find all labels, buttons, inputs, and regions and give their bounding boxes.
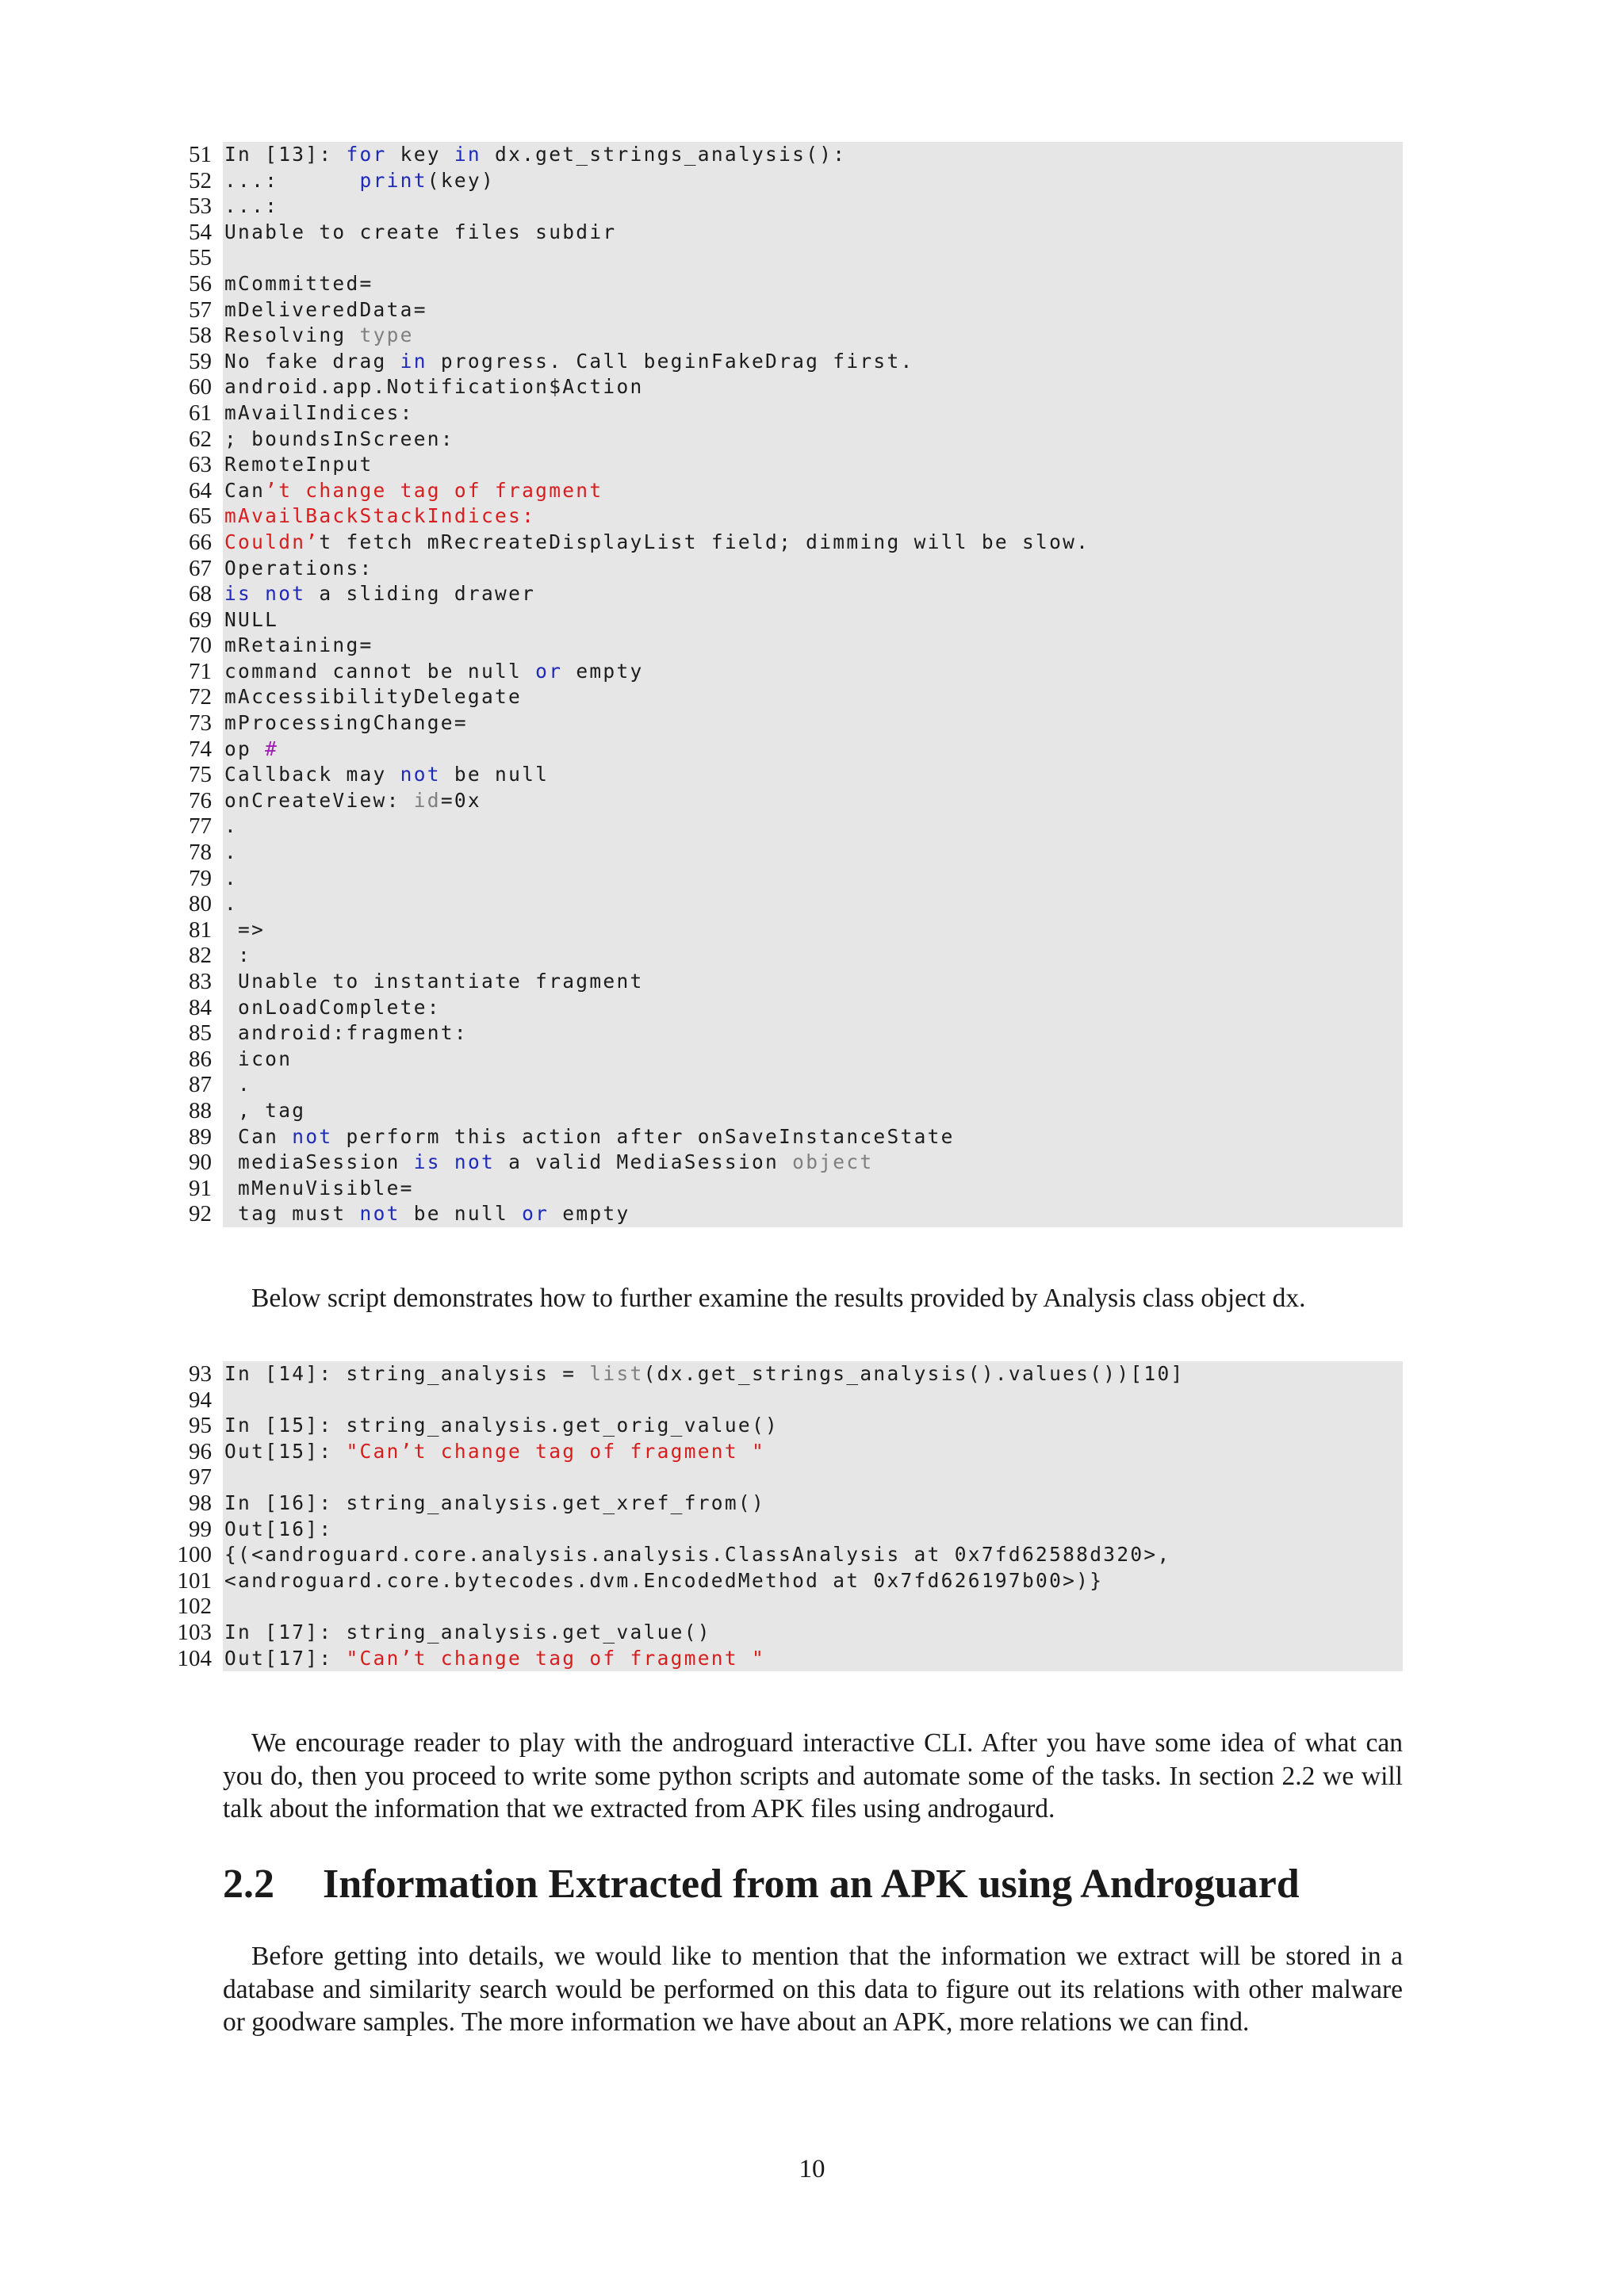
code-line	[189, 270, 1403, 297]
line-number: 62	[189, 426, 212, 452]
code-token: "Can’t change tag of fragment "	[346, 1646, 766, 1670]
code-token: is	[224, 582, 252, 606]
code-token: Can	[224, 1124, 293, 1148]
line-number: 85	[189, 1020, 212, 1047]
code-token: In [14]: string_analysis =	[224, 1362, 590, 1385]
code-token: op	[224, 737, 266, 760]
paragraph-database-intro: Before getting into details, we would like to mention that the information we extract will be stored in a database and similarity search would be performed on this data to figure out its relations with other malware or goodware samples. The more information we have about an APK, more relations we can find.	[223, 1942, 1403, 2037]
code-line	[189, 503, 1403, 530]
code-token: object	[792, 1150, 874, 1174]
code-token: Operations:	[224, 556, 373, 580]
line-number: 82	[189, 943, 212, 969]
code-line	[189, 1123, 1403, 1150]
paragraph-androguard-cli: We encourage reader to play with the androguard interactive CLI. After you have some idea of what can you do, then you proceed to write some python scripts and automate some of the tasks. In section 2.2 we will talk about the information that we extracted from APK files using androgaurd.	[223, 1728, 1403, 1823]
code-token: #	[265, 737, 279, 760]
code-token: Unable to create files subdir	[224, 220, 617, 243]
code-line	[189, 219, 1403, 246]
code-token: In [16]: string_analysis.get_xref_from()	[224, 1490, 766, 1514]
code-line	[189, 943, 1403, 969]
code-token: .	[224, 840, 239, 864]
line-number: 67	[189, 555, 212, 581]
code-line	[189, 840, 1403, 866]
code-line	[189, 555, 1403, 582]
code-line	[189, 374, 1403, 400]
code-line	[189, 1361, 1403, 1387]
code-token: =0x	[440, 788, 481, 812]
code-line	[189, 297, 1403, 323]
code-token: not	[359, 1202, 400, 1226]
section-heading	[223, 1860, 1412, 1909]
code-token: (key)	[427, 168, 496, 192]
line-number: 58	[189, 323, 212, 349]
code-token: empty	[562, 659, 644, 683]
code-line	[189, 607, 1403, 633]
code-token: No fake drag	[224, 349, 400, 373]
line-number: 101	[177, 1567, 212, 1594]
code-token: .	[224, 866, 239, 890]
code-token: be null	[400, 1202, 523, 1226]
code-line	[189, 1464, 1403, 1490]
code-token: be null	[440, 763, 550, 786]
line-number: 90	[189, 1150, 212, 1176]
code-token: or	[535, 659, 563, 683]
code-token: a sliding drawer	[305, 582, 536, 606]
line-number: 76	[189, 787, 212, 813]
code-token: mDeliveredData=	[224, 297, 427, 321]
code-line	[189, 1072, 1403, 1098]
line-number: 92	[189, 1201, 212, 1227]
line-number: 51	[189, 142, 212, 167]
code-token: RemoteInput	[224, 453, 373, 476]
code-token: ...:	[224, 194, 279, 218]
line-number: 68	[189, 581, 212, 607]
line-number: 53	[189, 193, 212, 220]
code-line	[189, 426, 1403, 453]
code-token: In [13]:	[224, 143, 347, 166]
code-token: =>	[224, 917, 266, 941]
code-token: .	[224, 892, 239, 916]
code-token: mAvailIndices:	[224, 400, 414, 424]
code-token: mProcessingChange=	[224, 711, 468, 735]
line-number: 86	[189, 1046, 212, 1072]
code-token: is	[413, 1150, 441, 1174]
code-line	[189, 684, 1403, 710]
code-token: ; boundsInScreen:	[224, 427, 454, 450]
line-number: 74	[189, 736, 212, 762]
line-number: 57	[189, 297, 212, 323]
code-token: id	[413, 788, 441, 812]
code-line	[189, 891, 1403, 917]
code-line	[189, 1150, 1403, 1176]
line-number: 61	[189, 400, 212, 426]
line-number: 72	[189, 684, 212, 710]
code-token: In [17]: string_analysis.get_value()	[224, 1620, 711, 1644]
line-number: 78	[189, 840, 212, 866]
line-number: 99	[189, 1516, 212, 1542]
line-number: 75	[189, 762, 212, 788]
code-token: android:fragment:	[224, 1021, 468, 1045]
code-token: Callback may	[224, 763, 400, 786]
line-number: 83	[189, 969, 212, 994]
code-token: (dx.get_strings_analysis().values())[10]	[643, 1362, 1185, 1385]
code-block-string-analysis	[177, 1361, 1403, 1671]
code-line	[189, 1097, 1403, 1124]
line-number: 96	[189, 1438, 212, 1464]
code-line	[189, 736, 1403, 763]
code-token: .	[224, 814, 239, 838]
code-token: perform this action after onSaveInstanceState	[332, 1124, 955, 1148]
line-number: 54	[189, 219, 212, 245]
code-line	[189, 710, 1403, 737]
code-line	[189, 167, 1403, 194]
code-token: print	[359, 168, 427, 192]
code-line	[189, 916, 1403, 943]
code-line	[189, 1201, 1403, 1227]
code-line	[189, 1413, 1403, 1439]
code-token: onLoadComplete:	[224, 995, 441, 1019]
line-number: 98	[189, 1490, 212, 1516]
code-token: a valid MediaSession	[495, 1150, 793, 1174]
code-line	[189, 142, 1403, 168]
line-number: 84	[189, 994, 212, 1020]
line-number: 88	[189, 1097, 212, 1123]
line-number: 71	[189, 658, 212, 684]
code-token: not	[292, 1124, 333, 1148]
section-number: 2.2	[223, 1862, 274, 1907]
code-line	[177, 1542, 1403, 1568]
code-token: for	[346, 143, 387, 166]
line-number: 77	[189, 813, 212, 840]
line-number: 65	[189, 503, 212, 530]
line-number: 52	[189, 167, 212, 193]
line-number: 91	[189, 1175, 212, 1201]
code-token: list	[589, 1362, 644, 1385]
code-line	[189, 452, 1403, 478]
code-token: progress. Call beginFakeDrag first.	[427, 349, 914, 373]
code-token: in	[454, 143, 481, 166]
code-line	[189, 994, 1403, 1021]
line-number: 79	[189, 865, 212, 891]
code-line	[189, 865, 1403, 892]
code-line	[189, 477, 1403, 504]
code-token: Out[17]:	[224, 1646, 347, 1670]
code-token: {(<androguard.core.analysis.analysis.ClassAnalysis at 0x7fd62588d320>,	[224, 1543, 1171, 1567]
code-token: Out[16]:	[224, 1517, 333, 1540]
line-number: 87	[189, 1072, 212, 1098]
line-number: 59	[189, 348, 212, 374]
code-line	[189, 323, 1403, 349]
line-number: 60	[189, 374, 212, 400]
code-token: tag must	[224, 1202, 360, 1226]
code-token: t fetch mRecreateDisplayList field; dimming will be slow.	[319, 530, 1090, 553]
line-number: 103	[177, 1619, 212, 1645]
code-token: mAvailBackStackIndices:	[224, 504, 536, 528]
line-number: 69	[189, 607, 212, 633]
code-token: type	[359, 323, 414, 347]
code-token: or	[522, 1202, 550, 1226]
code-token: not	[400, 763, 441, 786]
code-line	[177, 1645, 1403, 1672]
code-token: , tag	[224, 1098, 306, 1122]
code-line	[189, 658, 1403, 685]
line-number: 95	[189, 1413, 212, 1439]
code-line	[189, 787, 1403, 814]
code-token: in	[400, 349, 427, 373]
code-token: mCommitted=	[224, 271, 373, 295]
code-line	[189, 1175, 1403, 1202]
code-token: <androguard.core.bytecodes.dvm.EncodedMethod at 0x7fd626197b00>)}	[224, 1568, 1104, 1592]
line-number: 89	[189, 1123, 212, 1150]
code-line	[189, 529, 1403, 556]
code-line	[189, 633, 1403, 659]
code-token: key	[386, 143, 454, 166]
code-token: NULL	[224, 607, 279, 631]
code-block-strings-listing	[189, 142, 1403, 1227]
code-token	[251, 582, 265, 605]
code-line	[189, 1020, 1403, 1047]
line-number: 64	[189, 477, 212, 503]
line-number: 73	[189, 710, 212, 737]
line-number: 66	[189, 529, 212, 555]
code-token: Can	[224, 478, 266, 502]
code-token: Out[15]:	[224, 1439, 347, 1463]
code-line	[189, 1387, 1403, 1414]
code-line	[189, 400, 1403, 427]
code-token: In [15]: string_analysis.get_orig_value()	[224, 1414, 779, 1437]
code-token: android.app.Notification$Action	[224, 375, 644, 399]
code-token: mMenuVisible=	[224, 1176, 414, 1200]
code-token: not	[265, 582, 306, 606]
code-line	[189, 1438, 1403, 1465]
code-token: .	[224, 1073, 252, 1096]
line-number: 81	[189, 916, 212, 943]
code-line	[189, 813, 1403, 840]
code-token: icon	[224, 1047, 293, 1070]
code-token: Unable to instantiate fragment	[224, 970, 644, 993]
code-line	[189, 1046, 1403, 1073]
code-token: mRetaining=	[224, 633, 373, 657]
code-token: not	[454, 1150, 496, 1174]
line-number: 63	[189, 452, 212, 478]
code-line	[177, 1619, 1403, 1646]
line-number: 97	[189, 1464, 212, 1490]
code-token: Couldn’	[224, 530, 320, 553]
code-line	[189, 581, 1403, 607]
code-token: "Can’t change tag of fragment "	[346, 1439, 766, 1463]
line-number: 94	[189, 1387, 212, 1413]
code-line	[189, 1490, 1403, 1517]
code-line	[189, 1516, 1403, 1543]
line-number: 55	[189, 245, 212, 271]
code-line	[177, 1567, 1403, 1594]
code-token: ’t change tag of fragment	[265, 478, 603, 502]
code-line	[189, 762, 1403, 788]
code-token: onCreateView:	[224, 788, 414, 812]
line-number: 70	[189, 633, 212, 659]
code-token: Resolving	[224, 323, 360, 347]
line-number: 102	[177, 1594, 212, 1620]
paragraph-analysis-intro: Below script demonstrates how to further examine the results provided by Analysis class object dx.	[251, 1284, 1306, 1313]
code-line	[189, 245, 1403, 271]
code-token: empty	[549, 1202, 630, 1226]
code-line	[189, 969, 1403, 995]
line-number: 80	[189, 891, 212, 917]
code-token	[441, 1150, 454, 1173]
line-number: 56	[189, 270, 212, 297]
code-token: mediaSession	[224, 1150, 414, 1174]
code-token: :	[224, 943, 252, 967]
code-token: ...:	[224, 168, 360, 192]
code-token: dx.get_strings_analysis():	[481, 143, 847, 166]
line-number: 100	[177, 1542, 212, 1568]
code-line	[189, 193, 1403, 220]
code-token: command cannot be null	[224, 659, 536, 683]
section-title: Information Extracted from an APK using Androguard	[323, 1862, 1300, 1907]
code-token: mAccessibilityDelegate	[224, 685, 523, 709]
code-line	[189, 348, 1403, 375]
page-number: 10	[799, 2155, 825, 2183]
code-line	[177, 1594, 1403, 1620]
line-number: 104	[177, 1645, 212, 1671]
line-number: 93	[189, 1361, 212, 1387]
